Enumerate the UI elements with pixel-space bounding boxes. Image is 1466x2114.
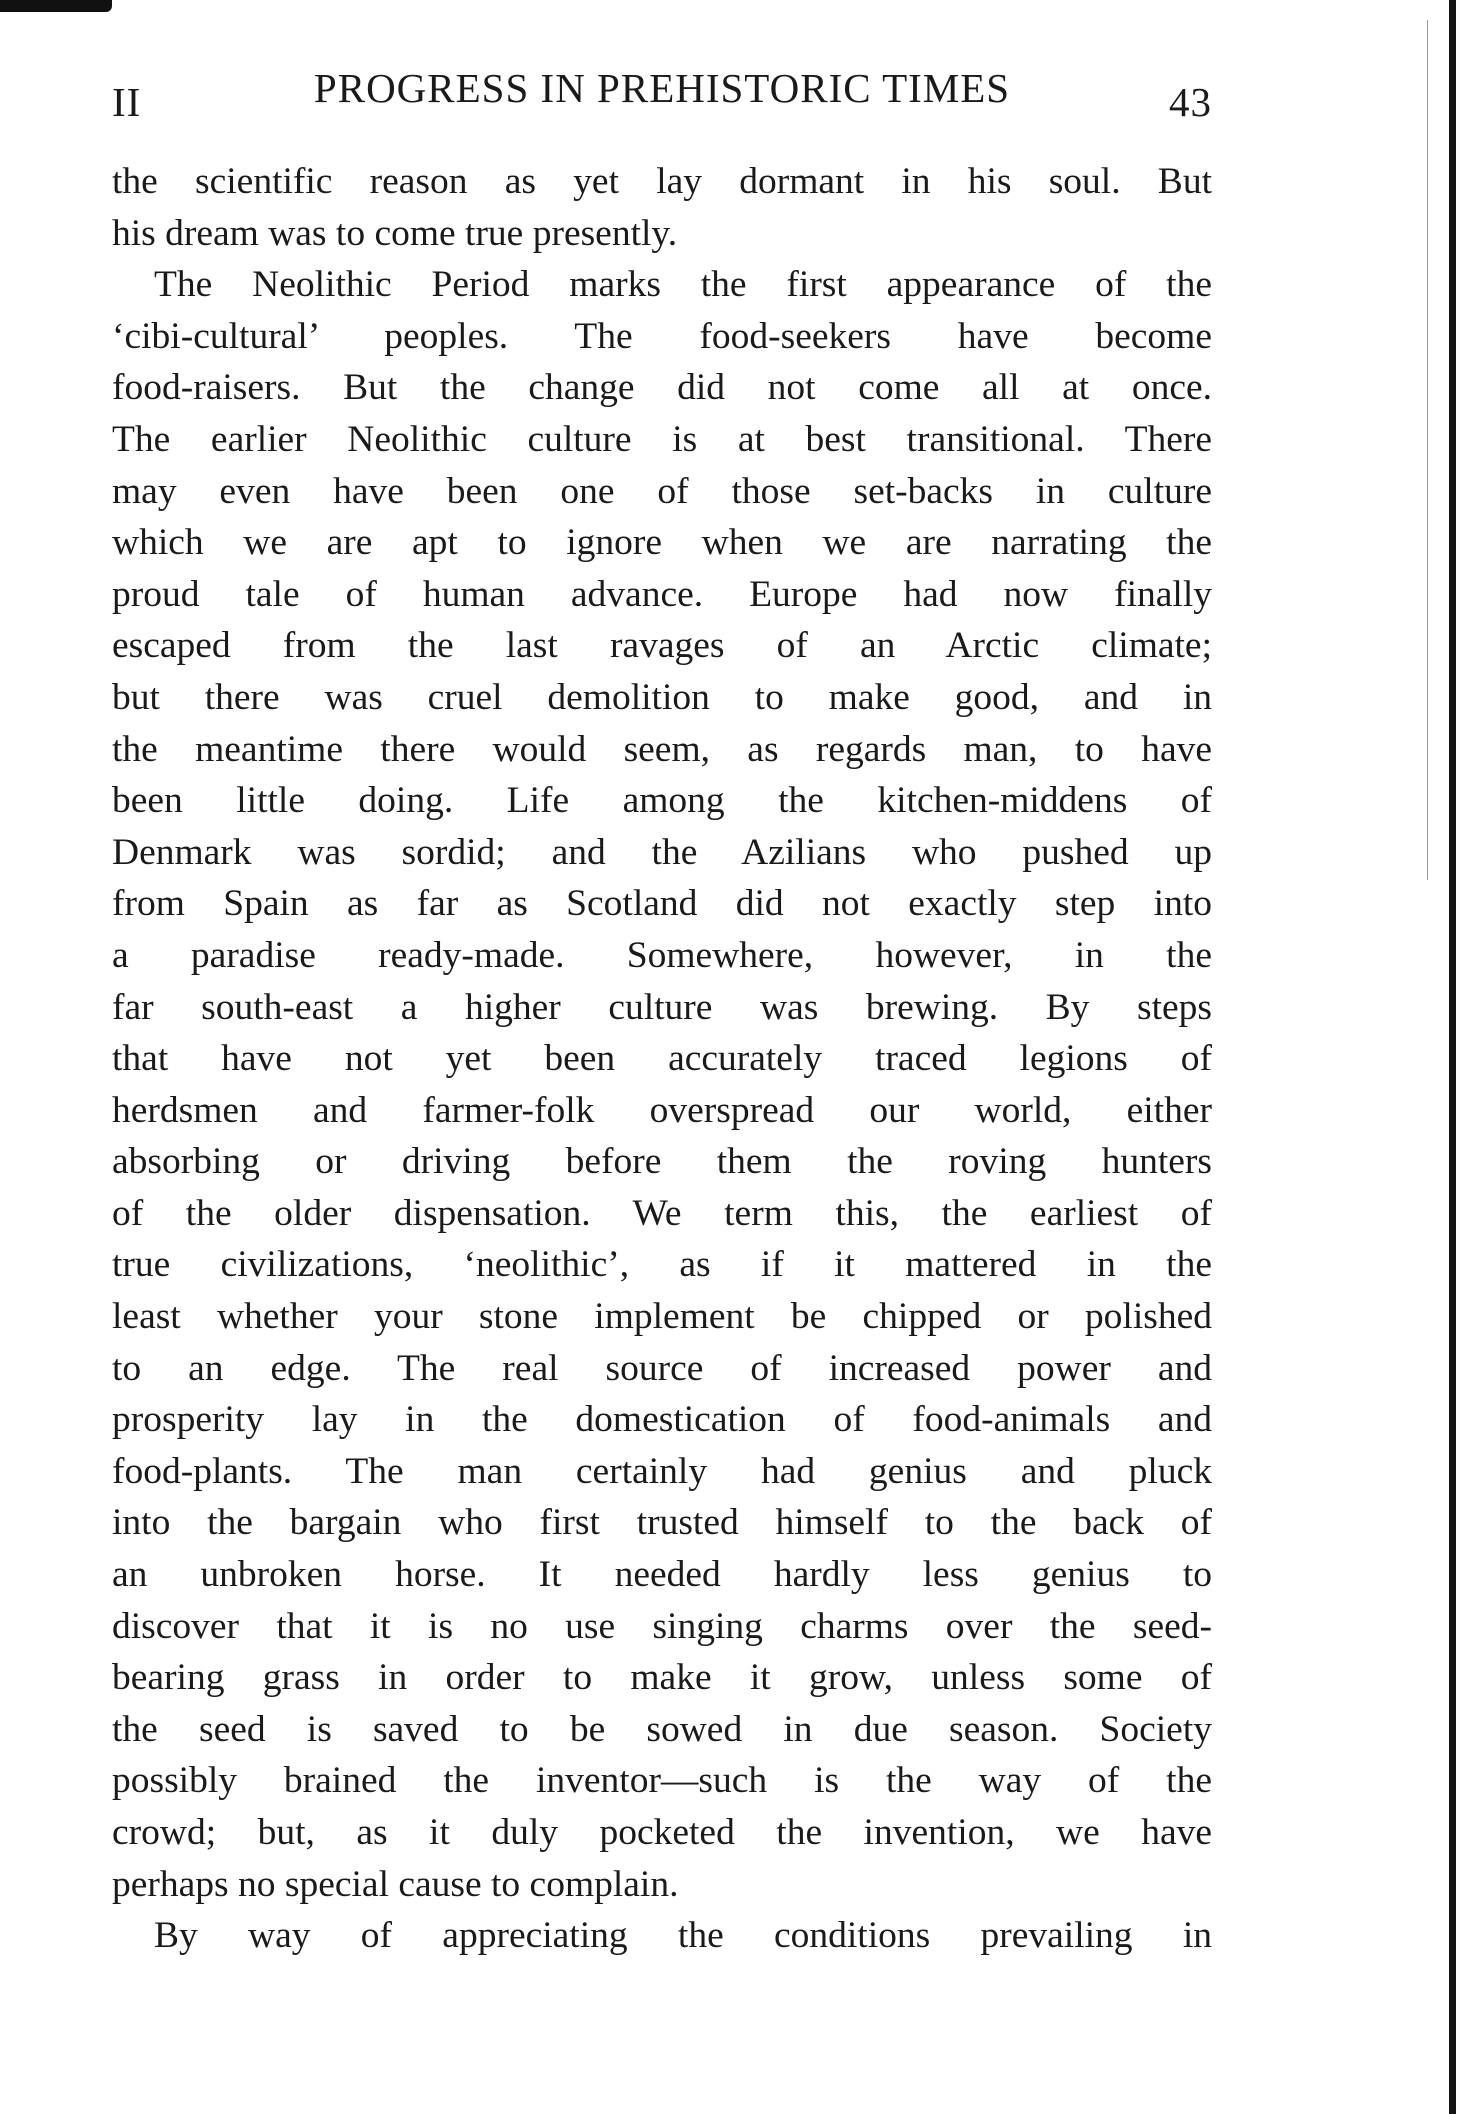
text-line: the scientific reason as yet lay dormant in his soul. But [112,161,1212,202]
running-title: PROGRESS IN PREHISTORIC TIMES [313,65,1011,111]
text-line: to an edge. The real source of increased power and [112,1347,1212,1389]
text-line: crowd; but, as it duly pocketed the invention, we have [112,1812,1212,1853]
text-line: of the older dispensation. We term this, the earliest of [112,1192,1212,1234]
text-line: that have not yet been accurately traced legions of [112,1038,1212,1080]
chapter-number: II [112,79,142,125]
text-line: The earlier Neolithic culture is at best transitional. There [112,418,1212,460]
text-line: bearing grass in order to make it grow, unless some of [112,1657,1212,1699]
text-line: his dream was to come true presently. [112,212,678,254]
page-binding-edge [1449,0,1456,2114]
text-line: but there was cruel demolition to make good, and in [112,676,1212,718]
text-line: perhaps no special cause to complain. [112,1863,679,1905]
text-line: far south-east a higher culture was brewing. By steps [112,986,1212,1028]
text-line: discover that it is no use singing charms over the seed- [112,1605,1212,1647]
text-line: which we are apt to ignore when we are narrating the [112,522,1212,564]
text-line: ‘cibi-cultural’ peoples. The food-seekers have become [112,315,1212,357]
text-line: from Spain as far as Scotland did not exactly step into [112,883,1212,925]
text-line: been little doing. Life among the kitchen-middens of [112,780,1212,822]
scan-edge-mark [0,0,112,12]
text-line: By way of appreciating the conditions prevailing in [154,1915,1212,1957]
page-edge-line [1427,20,1428,880]
text-line: absorbing or driving before them the roving hunters [112,1141,1212,1183]
text-line: herdsmen and farmer-folk overspread our world, either [112,1089,1212,1131]
text-line: into the bargain who first trusted himself to the back of [112,1502,1212,1544]
text-line: the meantime there would seem, as regards man, to have [112,728,1212,770]
text-line: escaped from the last ravages of an Arctic climate; [112,625,1212,667]
text-line: least whether your stone implement be chipped or polished [112,1296,1212,1338]
page-number: 43 [1169,79,1212,125]
text-line: food-raisers. But the change did not come all at once. [112,367,1212,409]
text-line: The Neolithic Period marks the first appearance of the [154,264,1212,306]
book-page [112,64,1212,1962]
text-line: the seed is saved to be sowed in due season. Society [112,1708,1212,1750]
text-line: food-plants. The man certainly had genius and pluck [112,1450,1212,1492]
text-line: Denmark was sordid; and the Azilians who pushed up [112,831,1212,873]
text-line: true civilizations, ‘neolithic’, as if it mattered in the [112,1244,1212,1286]
text-line: an unbroken horse. It needed hardly less genius to [112,1554,1212,1596]
text-line: may even have been one of those set-backs in culture [112,470,1212,512]
text-line: a paradise ready-made. Somewhere, however, in the [112,934,1212,976]
text-line: prosperity lay in the domestication of food-animals and [112,1399,1212,1441]
text-line: possibly brained the inventor—such is the way of the [112,1760,1212,1802]
running-head [112,64,1212,124]
text-line: proud tale of human advance. Europe had now finally [112,573,1212,615]
body-text [112,156,1212,1962]
